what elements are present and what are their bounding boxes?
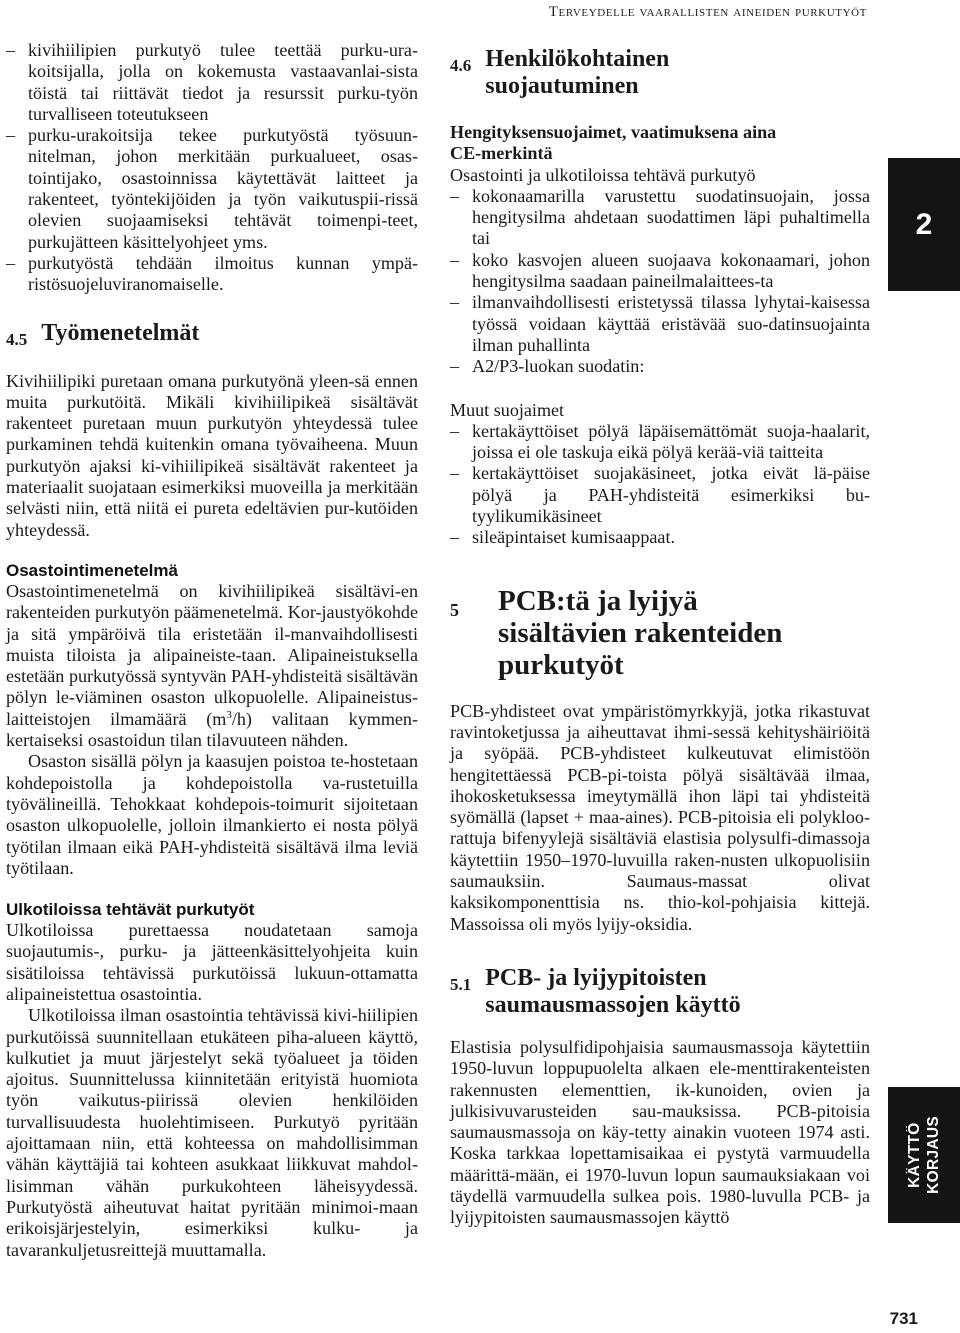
category-label bbox=[905, 1116, 943, 1194]
category-line: KORJAUS bbox=[925, 1116, 942, 1194]
section-number: 4.5 bbox=[6, 329, 28, 349]
paragraph: Ulkotiloissa purettaessa noudatetaan samoja suojautumis-, purku- ja jätteenkäsittelyohjeita kuin sisätiloissa tehtävissä purkutöissä lukuun-ottamatta alipaineistettua osastointia. bbox=[6, 920, 418, 1004]
requirements-list bbox=[6, 40, 418, 296]
subheading-osastointi: Osastointimenetelmä bbox=[6, 560, 178, 580]
list-item: – kertakäyttöiset pölyä läpäisemättömät suoja-haalarit, joissa ei ole taskuja eikä pölyä kerää-viä taitteita bbox=[450, 421, 870, 464]
chapter-tab: 2 bbox=[888, 158, 960, 291]
section-heading-5-1 bbox=[450, 965, 870, 1019]
category-tab bbox=[888, 1087, 960, 1223]
paragraph: PCB-yhdisteet ovat ympäristömyrkkyjä, jotka rikastuvat ravintoketjussa ja aiheuttavat ihmi-sessä kehityshäiriöitä ja syöpää. PCB-yhdisteet kulkeutuvat elimistöön hengitettäessä PCB-pi-toista pölyä sisältävää ilmaa, ihokosketuksessa imeytymällä ihon läpi tai yhdisteitä syömällä (lapset + maa-aines). PCB-pitoisia eli polykloo-rattuja bifenyylejä sisältäviä elastisia polysulfi-dimassoja käytettiin 1950–1970-luvuilla raken-nusten ulkopuolisiin saumauksiin. Saumaus-massat olivat kaksikomponenttisia ns. thio-kol-pohjaisia kittejä. Massoissa oli myös lyijy-oksidia. bbox=[450, 700, 870, 934]
section-heading-4-5 bbox=[6, 320, 418, 353]
title-line: PCB:tä ja lyijyä bbox=[498, 584, 698, 617]
subheading-line: Hengityksensuojaimet, vaatimuksena aina bbox=[450, 122, 777, 142]
title-line: suojautuminen bbox=[485, 73, 639, 99]
title-line: purkutyöt bbox=[498, 648, 624, 681]
section-title bbox=[498, 585, 782, 681]
paragraph-text: /h) valitaan kymmen-kertaiseksi osastoidun tilan tilavuuteen nähden. bbox=[6, 708, 418, 751]
list-item: – purku-urakoitsija tekee purkutyöstä työsuun-nitelman, johon merkitään purkualueet, osas-tointijako, osastoinnissa käytettävät laitteet ja rakenteet, työntekijöiden ja työn vaikutuspii-rissä olevien suojaamiseksi tehtävät toimenpi-teet, purkujätteen käsittelyohjeet yms. bbox=[6, 125, 418, 253]
right-column bbox=[450, 40, 870, 1229]
section-number: 4.6 bbox=[450, 56, 472, 75]
section-title bbox=[485, 965, 740, 1019]
title-line: PCB- ja lyijypitoisten bbox=[485, 964, 707, 991]
list-item: – sileäpintaiset kumisaappaat. bbox=[450, 527, 870, 548]
superscript: 3 bbox=[226, 708, 232, 721]
paragraph: Kivihiilipiki puretaan omana purkutyönä yleen-sä ennen muita purkutöitä. Mikäli kivihiilipikeä sisältävät rakenteet puretaan muun purkutyön yhteydessä tulee purkaminen tehdä kuitenkin omana työvaiheena. Muun purkutyön ajaksi ki-vihiilipikeä sisältävät rakenteet ja materiaalit suojataan esimerkiksi muoveilla ja merkitään selvästi niin, että niitä ei pureta edeltävien pur-kutöiden yhteydessä. bbox=[6, 370, 418, 540]
list-item: – ilmanvaihdollisesti eristetyssä tilassa lyhytai-kaisessa työssä voidaan käyttää eristävää suo-datinsuojainta ilman puhallinta bbox=[450, 292, 870, 356]
paragraph: Osastointi ja ulkotiloissa tehtävä purkutyö bbox=[450, 164, 756, 185]
subheading-line: CE-merkintä bbox=[450, 143, 553, 164]
list-item: – kertakäyttöiset suojakäsineet, jotka eivät lä-päise pölyä ja PAH-yhdisteitä esimerkiksi bu-tyylikumikäsineet bbox=[450, 463, 870, 527]
page-number: 731 bbox=[889, 1309, 918, 1328]
section-title: Työmenetelmät bbox=[41, 319, 200, 346]
subheading-ulkotiloissa: Ulkotiloissa tehtävät purkutyöt bbox=[6, 900, 255, 920]
section-title bbox=[485, 46, 669, 100]
category-line: KÄYTTÖ bbox=[906, 1122, 923, 1188]
section-heading-5 bbox=[450, 585, 870, 681]
paragraph-text: Osastointimenetelmä on kivihiilipikeä sisältävi-en rakenteiden purkutyön päämenetelmä. Kor-jaustyökohde ja sitä ympäröivä tila eristetään il-manvaihdollisesti muista tiloista ja alipaineiste-taan. Alipaineistuksella estetään purkutyössä syntyvän PAH-yhdisteitä sisältävän pölyn le-viäminen osaston ulkopuolelle. Alipaineistus-laitteistojen ilmamäärä (m bbox=[6, 580, 418, 729]
paragraph: Osaston sisällä pölyn ja kaasujen poistoa te-hostetaan kohdepoistolla ja kohdepoistolla va-rustetuilla työvälineillä. Tehokkaat kohdepois-toimurit sijoitetaan osaston ulkopuolelle, jolloin ilmankierto ei nosta pölyä työtilan ilmaan eikä PAH-yhdisteitä sisältävä ilma leviä työtilaan. bbox=[6, 751, 418, 878]
respirator-list bbox=[450, 186, 870, 378]
subheading-hengityksensuojaimet bbox=[450, 122, 870, 165]
title-line: Henkilökohtainen bbox=[485, 46, 670, 72]
section-heading-4-6 bbox=[450, 46, 870, 100]
list-item: – kokonaamarilla varustettu suodatinsuojain, jossa hengitysilma ahdetaan suodattimen läpi puhaltimella tai bbox=[450, 186, 870, 250]
section-number: 5.1 bbox=[450, 974, 472, 994]
running-head: Terveydelle vaarallisten aineiden purkutyöt bbox=[548, 4, 867, 20]
list-item: – koko kasvojen alueen suojaava kokonaamari, johon hengitysilma saadaan paineilmalaittees-ta bbox=[450, 250, 870, 293]
section-number: 5 bbox=[450, 599, 459, 620]
title-line: saumausmassojen käyttö bbox=[485, 991, 741, 1018]
paragraph: Ulkotiloissa ilman osastointia tehtävissä kivi-hiilipien purkutöissä suunnitellaan etukäteen piha-alueen käyttö, kulkutiet ja muut järjestelyt sekä työalueet ja töiden ajoitus. Suunnittelussa kiinnitetään erityistä huomiota työn vaikutus-piirissä olevien henkilöiden turvallisuudesta huolehtimiseen. Purkutyö pyritään ajoittamaan niin, että kohteessa on mahdollisimman vähän käyttäjiä tai kohteen asukkaat liikkuvat mahdol-lisimman vähän purkukohteen läheisyydessä. Purkutyöstä aiheutuvat haitat pyritään minimoi-maan erikoisjärjestelyin, esimerkiksi kulku- ja tavarankuljetusreittejä muuttamalla. bbox=[6, 1005, 418, 1260]
muut-suojaimet-label: Muut suojaimet bbox=[450, 399, 565, 420]
other-protection-list bbox=[450, 421, 870, 549]
list-item: – purkutyöstä tehdään ilmoitus kunnan ympä-ristösuojeluviranomaiselle. bbox=[6, 253, 418, 296]
paragraph bbox=[6, 581, 418, 751]
left-column bbox=[6, 40, 418, 1261]
title-line: sisältävien rakenteiden bbox=[498, 616, 783, 649]
paragraph: Elastisia polysulfidipohjaisia saumausmassoja käytettiin 1950-luvun loppupuolelta alkaen ele-menttirakenteisten rakennusten elementtien, ik-kunoiden, ovien ja julkisivuvarusteiden sau-mauksissa. PCB-pitoisia saumausmassoja on käy-tetty ainakin vuoteen 1974 asti. Koska tarkkaa lopettamisaikaa ei pystytä varmuudella määrittä-mään, ei 1970-luvun lopun saumauksiakaan voi täydellä varmuudella sulkea pois. 1980-luvulla PCB- ja lyijypitoisten saumausmassojen käyttö bbox=[450, 1036, 870, 1228]
list-item: – A2/P3-luokan suodatin: bbox=[450, 356, 870, 377]
list-item: – kivihiilipien purkutyö tulee teettää purku-ura-koitsijalla, jolla on kokemusta vastaavanlai-sista töistä tai riittävät tiedot ja resurssit purku-työn turvalliseen toteutukseen bbox=[6, 40, 418, 125]
